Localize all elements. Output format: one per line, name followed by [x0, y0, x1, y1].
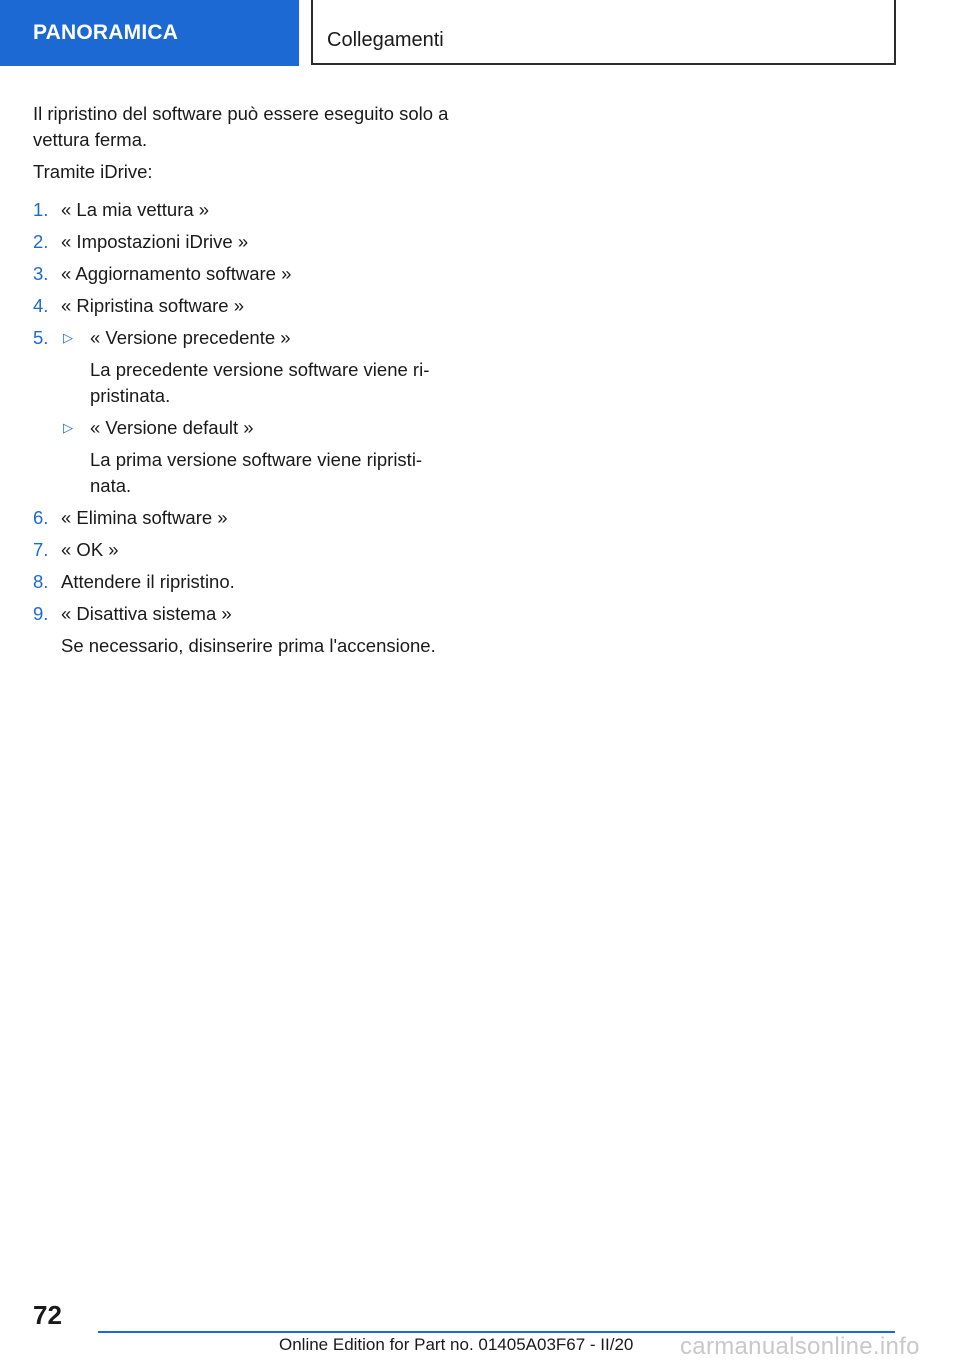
main-content: [33, 101, 453, 665]
option-default-version: [61, 415, 453, 499]
option-description: La precedente versione software viene ri‐ pristinata.: [90, 359, 430, 406]
step-number: 4.: [33, 294, 49, 316]
step-7: [33, 537, 453, 563]
step-number: 6.: [33, 506, 49, 528]
step-5: [33, 325, 453, 499]
watermark: carmanualsonline.info: [680, 1333, 920, 1360]
step-text: « Impostazioni iDrive »: [61, 230, 249, 252]
step-3: [33, 261, 453, 287]
step-number: 8.: [33, 570, 49, 592]
step-note: Se necessario, disinserire prima l'accensione.: [61, 635, 436, 656]
step-number: 7.: [33, 538, 49, 560]
step-number: 1.: [33, 198, 49, 220]
step-number: 5.: [33, 326, 49, 348]
step-text: « Ripristina software »: [61, 294, 245, 316]
step-text: « La mia vettura »: [61, 198, 210, 220]
intro-paragraph: Il ripristino del software può essere eseguito solo a vettura ferma.: [33, 103, 449, 150]
step-text: « OK »: [61, 538, 119, 560]
option-description: La prima versione software viene ripristi‐ nata.: [90, 449, 423, 496]
step-1: [33, 197, 453, 223]
intro-lead: Tramite iDrive:: [33, 161, 153, 182]
page-header: [0, 0, 960, 66]
step-text: « Elimina software »: [61, 506, 228, 528]
step-6: [33, 505, 453, 531]
triangle-bullet-icon: ▷: [63, 419, 73, 435]
option-label: « Versione default »: [90, 416, 254, 438]
step-9: [33, 601, 453, 659]
option-label: « Versione precedente »: [90, 326, 291, 348]
step-5-options: [61, 325, 453, 499]
step-text: « Disattiva sistema »: [61, 602, 232, 624]
step-number: 2.: [33, 230, 49, 252]
step-number: 3.: [33, 262, 49, 284]
edition-info: Online Edition for Part no. 01405A03F67 - II/20: [279, 1335, 634, 1354]
steps-list: [33, 197, 453, 659]
step-text: « Aggiornamento software »: [61, 262, 292, 284]
section-tab: PANORAMICA: [0, 0, 299, 66]
step-8: [33, 569, 453, 595]
step-2: [33, 229, 453, 255]
triangle-bullet-icon: ▷: [63, 329, 73, 345]
step-4: [33, 293, 453, 319]
page-number: 72: [33, 1300, 62, 1330]
step-number: 9.: [33, 602, 49, 624]
step-text: Attendere il ripristino.: [61, 570, 235, 592]
option-previous-version: [61, 325, 453, 409]
chapter-title: Collegamenti: [311, 0, 896, 65]
